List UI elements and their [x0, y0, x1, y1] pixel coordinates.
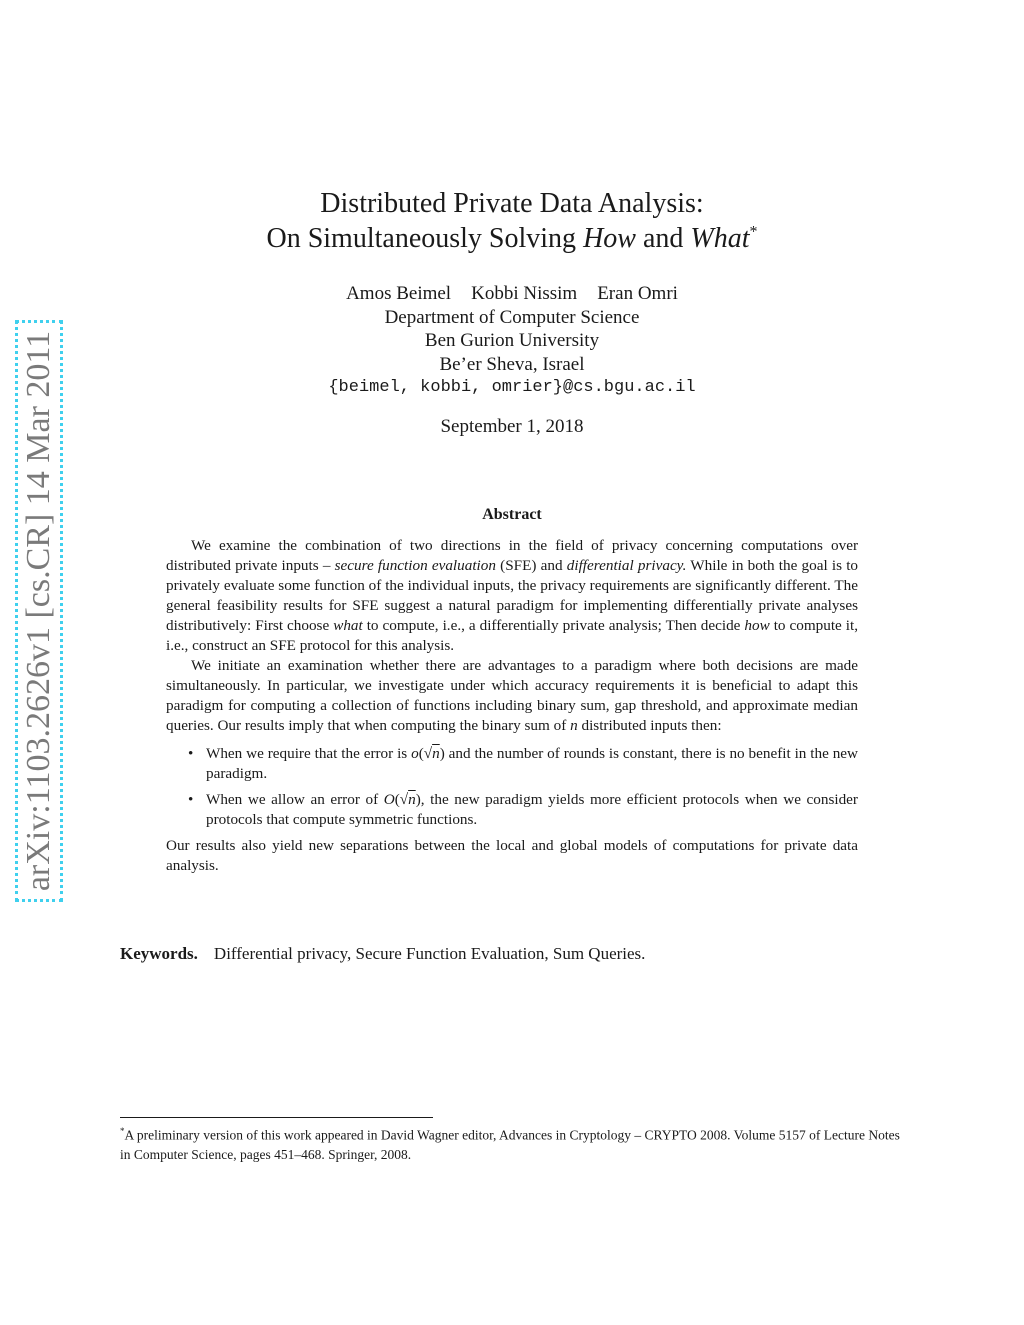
- title-line-1: Distributed Private Data Analysis:: [320, 188, 704, 219]
- author-department: Department of Computer Science: [384, 306, 640, 328]
- abstract-heading: Abstract: [482, 506, 542, 523]
- abstract-paragraph: Our results also yield new separations between the local and global models of computations for private data analysis.: [166, 837, 858, 874]
- arxiv-identifier: arXiv:1103.2626v1 [cs.CR] 14 Mar 2011: [20, 330, 57, 892]
- bullet-icon: •: [188, 791, 194, 808]
- keywords: [120, 944, 920, 964]
- title-footnote-marker: *: [749, 223, 758, 241]
- footnote-text: A preliminary version of this work appeared in David Wagner editor, Advances in Cryptology – CRYPTO 2008. Volume 5157 of Lecture Notes in Computer Science, pages 451–468. Springer, 2008.: [120, 1127, 900, 1162]
- abstract-bullet-list: [166, 744, 858, 830]
- title-what: What: [690, 223, 750, 254]
- title-line-2: On Simultaneously Solving How and What*: [266, 223, 758, 254]
- paper-title: [0, 186, 1024, 256]
- author-name: Eran Omri: [597, 283, 678, 304]
- paper-date: September 1, 2018: [440, 416, 584, 437]
- title-how: How: [583, 223, 636, 254]
- author-name: Amos Beimel: [346, 283, 452, 304]
- footnote-divider: [120, 1117, 433, 1118]
- author-university: Ben Gurion University: [424, 330, 600, 351]
- abstract-paragraph: We examine the combination of two directions in the field of privacy concerning computations over distributed private inputs – secure function evaluation (SFE) and differential privacy. While in both the goal is to privately evaluate some function of the individual inputs, the privacy requirements are significantly different. The general feasibility results for SFE suggest a natural paradigm for implementing differentially private analyses distributively: First choose what to compute, i.e., a differentially private analysis; Then decide how to compute it, i.e., construct an SFE protocol for this analysis.: [166, 537, 859, 654]
- author-block: [0, 282, 1024, 400]
- abstract-paragraph: We initiate an examination whether there are advantages to a paradigm where both decisions are made simultaneously. In particular, we investigate under which accuracy requirements it is beneficial to adapt this paradigm for computing a collection of functions including binary sum, gap threshold, and approximate median queries. Our results imply that when computing the binary sum of n distributed inputs then:: [166, 657, 858, 734]
- abstract-body: [166, 536, 858, 876]
- author-location: Be’er Sheva, Israel: [439, 353, 585, 375]
- author-email: {beimel, kobbi, omrier}@cs.bgu.ac.il: [328, 378, 696, 397]
- list-item: • When we require that the error is o(√n) and the number of rounds is constant, there is no benefit in the new paradigm.: [188, 745, 858, 782]
- bullet-icon: •: [188, 745, 194, 762]
- arxiv-watermark: [15, 320, 63, 902]
- footnote: [120, 1122, 910, 1164]
- footnote-marker: *: [120, 1126, 125, 1136]
- keywords-text: Differential privacy, Secure Function Evaluation, Sum Queries.: [213, 944, 646, 963]
- author-name: Kobbi Nissim: [471, 283, 578, 304]
- author-names: [0, 282, 1024, 306]
- keywords-label: Keywords.: [120, 944, 198, 963]
- list-item: • When we allow an error of O(√n), the new paradigm yields more efficient protocols when we consider protocols that compute symmetric functions.: [188, 791, 858, 828]
